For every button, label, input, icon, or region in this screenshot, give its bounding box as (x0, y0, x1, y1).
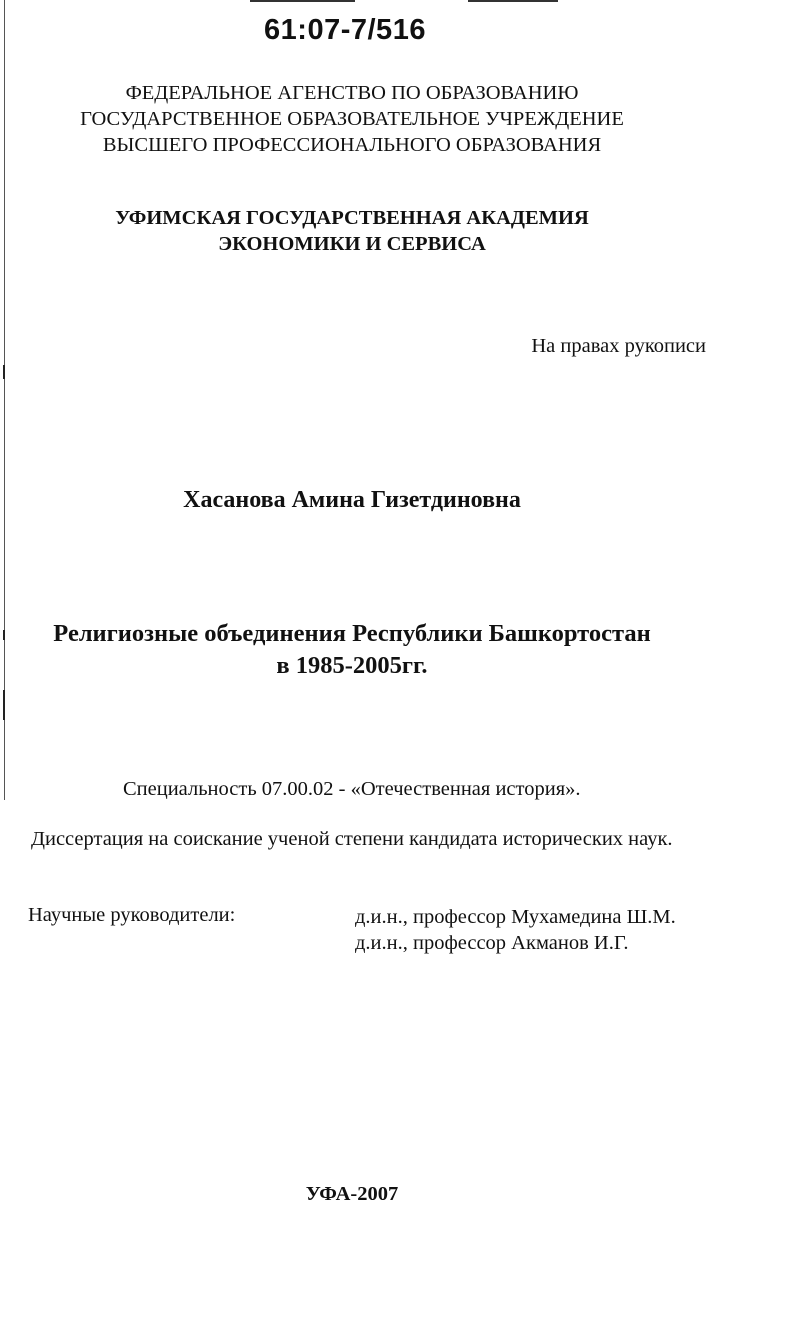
specialty-line: Специальность 07.00.02 - «Отечественная история». (123, 778, 581, 800)
scan-top-rule (468, 0, 558, 2)
dissertation-line: Диссертация на соискание ученой степени кандидата исторических наук. (31, 828, 673, 850)
agency-line: ФЕДЕРАЛЬНОЕ АГЕНСТВО ПО ОБРАЗОВАНИЮ (125, 82, 579, 104)
dissertation-title (0, 618, 704, 682)
academy-line: УФИМСКАЯ ГОСУДАРСТВЕННАЯ АКАДЕМИЯ (115, 207, 589, 229)
city-year: УФА-2007 (305, 1183, 399, 1205)
agency-line: ГОСУДАРСТВЕННОЕ ОБРАЗОВАТЕЛЬНОЕ УЧРЕЖДЕНИЕ (80, 108, 624, 130)
advisor-item: д.и.н., профессор Мухамедина Ш.М. (355, 906, 676, 928)
advisors-label: Научные руководители: (28, 904, 236, 926)
title-line: Религиозные объединения Республики Башкортостан (53, 620, 651, 647)
author-name: Хасанова Амина Гизетдиновна (183, 487, 521, 513)
scan-edge-mark (3, 690, 5, 720)
title-line: в 1985-2005гг. (276, 652, 428, 679)
archive-code: 61:07-7/516 (264, 14, 426, 46)
advisors-list (355, 904, 676, 956)
manuscript-note: На правах рукописи (531, 335, 706, 357)
advisor-item: д.и.н., профессор Акманов И.Г. (355, 932, 629, 954)
agency-block (0, 80, 704, 158)
scan-top-rule (250, 0, 355, 2)
agency-line: ВЫСШЕГО ПРОФЕССИОНАЛЬНОГО ОБРАЗОВАНИЯ (102, 134, 602, 156)
academy-line: ЭКОНОМИКИ И СЕРВИСА (218, 233, 486, 255)
scan-edge-mark (3, 365, 5, 379)
academy-block (0, 205, 704, 257)
